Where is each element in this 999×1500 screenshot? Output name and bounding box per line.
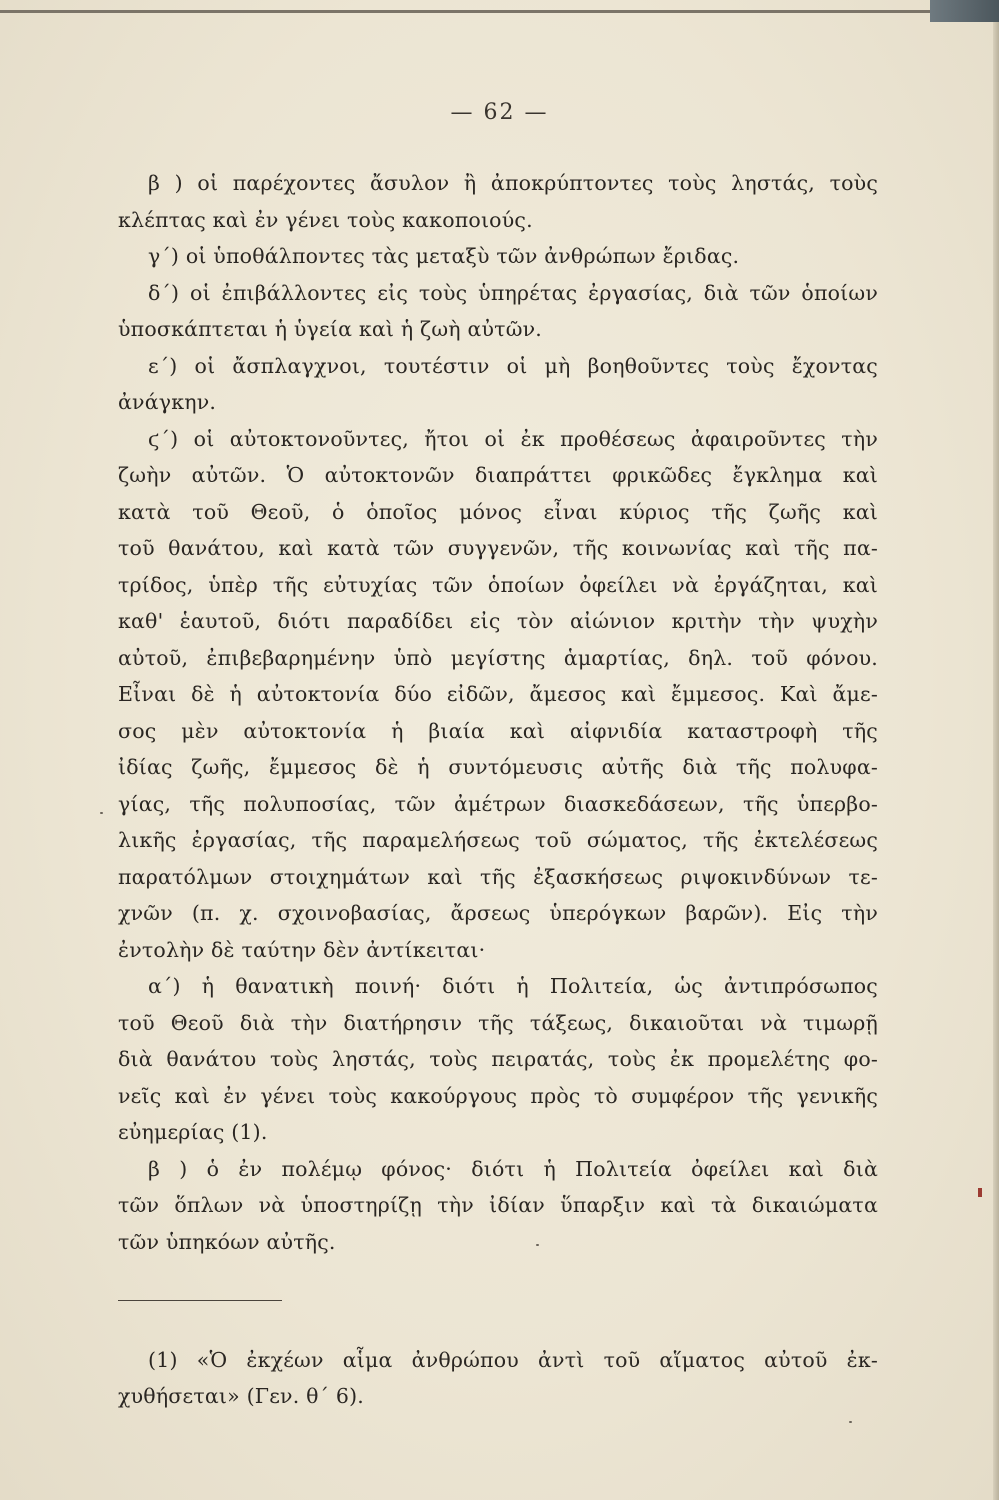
text-line: α΄) ἡ θανατικὴ ποινή· διότι ἡ Πολιτεία, ὡς ἀντιπρόσωπος: [148, 974, 878, 998]
text-line: γ΄) οἱ ὑποθάλποντες τὰς μεταξὺ τῶν ἀνθρώπων ἔριδας.: [148, 244, 740, 268]
text-line: διὰ θανάτου τοὺς ληστάς, τοὺς πειρατάς, τοὺς ἐκ προμελέτης φο-: [118, 1047, 878, 1071]
text-line: χνῶν (π. χ. σχοινοβασίας, ἄρσεως ὑπερόγκων βαρῶν). Εἰς τὴν: [118, 901, 878, 925]
text-line: ἐντολὴν δὲ ταύτην δὲν ἀντίκειται·: [118, 937, 486, 962]
text-line: καθ' ἑαυτοῦ, διότι παραδίδει εἰς τὸν αἰώνιον κριτὴν τὴν ψυχὴν: [118, 609, 878, 633]
text-line: τοῦ θανάτου, καὶ κατὰ τῶν συγγενῶν, τῆς κοινωνίας καὶ τῆς πα-: [118, 536, 878, 560]
text-line: β ) ὁ ἐν πολέμῳ φόνος· διότι ἡ Πολιτεία ὀφείλει καὶ διὰ: [148, 1156, 878, 1181]
page-number: — 62 —: [450, 100, 549, 125]
text-line: αὐτοῦ, ἐπιβεβαρημένην ὑπὸ μεγίστης ἁμαρτίας, δηλ. τοῦ φόνου.: [118, 645, 878, 670]
text-line: σος μὲν αὐτοκτονία ἡ βιαία καὶ αἰφνιδία καταστροφὴ τῆς: [118, 718, 878, 743]
text-line: νεῖς καὶ ἐν γένει τοὺς κακούργους πρὸς τὸ συμφέρον τῆς γενικῆς: [118, 1083, 878, 1108]
text-line: γίας, τῆς πολυποσίας, τῶν ἀμέτρων διασκεδάσεων, τῆς ὑπερβο-: [118, 791, 878, 816]
ink-speck: [849, 1421, 852, 1423]
text-line: λικῆς ἐργασίας, τῆς παραμελήσεως τοῦ σώματος, τῆς ἐκτελέσεως: [118, 828, 878, 852]
footnote-line: χυθήσεται» (Γεν. θ΄ 6).: [118, 1384, 365, 1408]
text-line: τῶν ὅπλων νὰ ὑποστηρίζῃ τὴν ἰδίαν ὕπαρξιν καὶ τὰ δικαιώματα: [118, 1193, 878, 1217]
text-line: ε΄) οἱ ἄσπλαγχνοι, τουτέστιν οἱ μὴ βοηθοῦντες τοὺς ἔχοντας: [148, 353, 878, 378]
edge-mark: [978, 1188, 982, 1197]
text-line: κατὰ τοῦ Θεοῦ, ὁ ὁποῖος μόνος εἶναι κύριος τῆς ζωῆς καὶ: [118, 499, 878, 524]
footnote-line: (1) «Ὁ ἐκχέων αἷμα ἀνθρώπου ἀντὶ τοῦ αἵματος αὐτοῦ ἐκ-: [148, 1348, 878, 1372]
text-line: ὑποσκάπτεται ἡ ὑγεία καὶ ἡ ζωὴ αὐτῶν.: [118, 317, 543, 341]
ink-speck: [100, 812, 103, 814]
text-line: ἀνάγκην.: [118, 390, 217, 414]
text-line: ἰδίας ζωῆς, ἔμμεσος δὲ ἡ συντόμευσις αὐτῆς διὰ τῆς πολυφα-: [118, 755, 878, 779]
ink-speck: [536, 1244, 539, 1246]
text-line: εὐημερίας (1).: [118, 1120, 268, 1144]
text-line: παρατόλμων στοιχημάτων καὶ τῆς ἐξασκήσεως ριψοκινδύνων τε-: [118, 864, 878, 889]
text-line: δ΄) οἱ ἐπιβάλλοντες εἰς τοὺς ὑπηρέτας ἐργασίας, διὰ τῶν ὁποίων: [148, 280, 878, 305]
text-line: ζωὴν αὐτῶν. Ὁ αὐτοκτονῶν διαπράττει φρικῶδες ἔγκλημα καὶ: [118, 463, 878, 487]
text-line: β ) οἱ παρέχοντες ἄσυλον ἢ ἀποκρύπτοντες τοὺς ληστάς, τοὺς: [148, 171, 878, 195]
text-line: τῶν ὑπηκόων αὐτῆς.: [118, 1229, 336, 1254]
text-line: κλέπτας καὶ ἐν γένει τοὺς κακοποιούς.: [118, 207, 533, 232]
text-line: Εἶναι δὲ ἡ αὐτοκτονία δύο εἰδῶν, ἄμεσος καὶ ἔμμεσος. Καὶ ἄμε-: [118, 682, 878, 706]
text-line: τρίδος, ὑπὲρ τῆς εὐτυχίας τῶν ὁποίων ὀφείλει νὰ ἐργάζηται, καὶ: [118, 572, 878, 597]
text-line: τοῦ Θεοῦ διὰ τὴν διατήρησιν τῆς τάξεως, δικαιοῦται νὰ τιμωρῇ: [118, 1010, 878, 1035]
text-line: ϛ΄) οἱ αὐτοκτονοῦντες, ἤτοι οἱ ἐκ προθέσεως ἀφαιροῦντες τὴν: [148, 426, 878, 451]
